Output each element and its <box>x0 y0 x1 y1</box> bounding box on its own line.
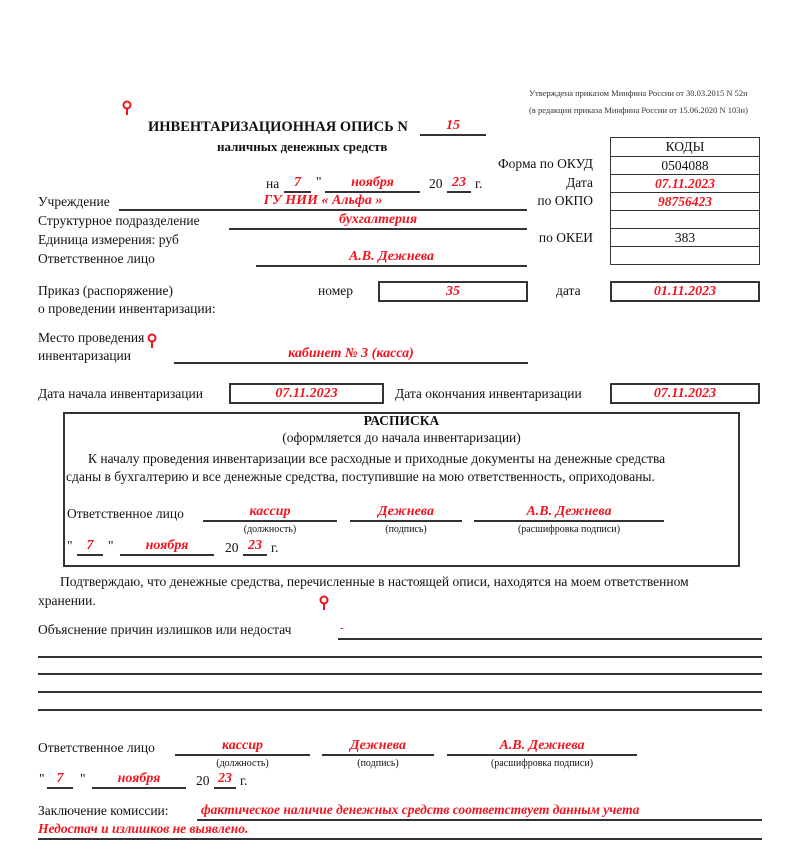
receipt-signature[interactable]: Дежнева <box>350 504 462 522</box>
start-date-field[interactable]: 07.11.2023 <box>229 383 384 404</box>
date-quote: " <box>316 174 322 189</box>
okei-label: по ОКЕИ <box>538 230 593 245</box>
signoff-year-suffix: г. <box>240 773 248 788</box>
okpo-label: по ОКПО <box>537 193 593 208</box>
receipt-date-quote-close: " <box>108 538 114 553</box>
start-date-label: Дата начала инвентаризации <box>38 386 203 401</box>
document-subtitle: наличных денежных средств <box>217 139 388 154</box>
date-month[interactable]: ноября <box>325 175 420 193</box>
explanation-line[interactable] <box>38 691 762 693</box>
date-year[interactable]: 23 <box>447 175 471 193</box>
signoff-signature-caption: (подпись) <box>357 758 399 769</box>
explanation-field[interactable] <box>338 622 762 640</box>
okud-code[interactable]: 0504088 <box>611 156 759 174</box>
signoff-day[interactable]: 7 <box>47 771 73 789</box>
receipt-name-caption: (расшифровка подписи) <box>517 524 621 535</box>
signoff-position-caption: (должность) <box>216 758 269 769</box>
confirmation-text-line2: хранении. <box>38 593 96 608</box>
receipt-text-line1: К началу проведения инвентаризации все расходные и приходные документы на денежные средства <box>88 451 666 466</box>
conclusion-line1: фактическое наличие денежных средств соответствует данным учета <box>201 802 640 817</box>
conclusion-line2-field[interactable] <box>38 821 762 840</box>
date-prefix: на <box>266 176 280 191</box>
blank-code-row[interactable] <box>611 210 759 228</box>
signoff-year[interactable]: 23 <box>214 771 236 789</box>
division-value[interactable]: бухгалтерия <box>229 212 527 230</box>
end-date-label: Дата окончания инвентаризации <box>395 386 582 401</box>
explanation-value: - <box>340 622 344 634</box>
receipt-title: РАСПИСКА <box>363 413 440 428</box>
signoff-century: 20 <box>196 773 210 788</box>
signoff-signature[interactable]: Дежнева <box>322 738 434 756</box>
explanation-line[interactable] <box>38 709 762 711</box>
receipt-day[interactable]: 7 <box>77 538 103 556</box>
signoff-date-quote-close: " <box>80 771 86 786</box>
explanation-line[interactable] <box>38 656 762 658</box>
document-title: ИНВЕНТАРИЗАЦИОННАЯ ОПИСЬ N <box>148 119 408 135</box>
receipt-text-line2: сданы в бухгалтерию и все денежные средства, поступившие на мою ответственность, оприходованы. <box>66 469 655 484</box>
receipt-date-quote-open: " <box>67 538 73 553</box>
date-century: 20 <box>429 176 443 191</box>
receipt-month[interactable]: ноября <box>120 538 214 556</box>
receipt-responsible-label: Ответственное лицо <box>67 506 184 521</box>
institution-value[interactable]: ГУ НИИ « Альфа » <box>119 193 527 211</box>
place-value[interactable]: кабинет № 3 (касса) <box>174 346 528 364</box>
receipt-position-caption: (должность) <box>243 524 297 535</box>
signoff-name-caption: (расшифровка подписи) <box>490 758 594 769</box>
conclusion-line2: Недостач и излишков не выявлено. <box>38 821 249 836</box>
confirmation-text-line1: Подтверждаю, что денежные средства, перечисленные в настоящей описи, находятся на моем ответственном <box>60 574 689 589</box>
signoff-date-quote-open: " <box>39 771 45 786</box>
order-label-line1: Приказ (распоряжение) <box>38 283 174 298</box>
location-pin-icon[interactable] <box>121 100 133 116</box>
unit-label: Единица измерения: руб <box>38 232 179 247</box>
location-pin-icon[interactable] <box>318 595 330 611</box>
responsible-label: Ответственное лицо <box>38 251 155 266</box>
codes-header: КОДЫ <box>665 139 705 154</box>
explanation-label: Объяснение причин излишков или недостач <box>38 622 292 637</box>
okei-code[interactable]: 383 <box>611 228 759 246</box>
division-label: Структурное подразделение <box>38 213 200 228</box>
signoff-responsible-label: Ответственное лицо <box>38 740 155 755</box>
signoff-position[interactable]: кассир <box>175 738 310 756</box>
approval-note-line2: (в редакции приказа Минфина России от 15.06.2020 N 103н) <box>529 105 748 115</box>
receipt-subtitle: (оформляется до начала инвентаризации) <box>282 430 521 445</box>
institution-label: Учреждение <box>38 194 110 209</box>
receipt-year[interactable]: 23 <box>243 538 267 556</box>
place-label-line1: Место проведения <box>38 330 145 345</box>
location-pin-icon[interactable] <box>146 333 158 349</box>
okud-label: Форма по ОКУД <box>497 156 593 171</box>
order-date-field[interactable]: 01.11.2023 <box>610 281 760 302</box>
order-label-line2: о проведении инвентаризации: <box>38 301 216 316</box>
conclusion-label: Заключение комиссии: <box>38 803 169 818</box>
document-number[interactable]: 15 <box>420 118 486 136</box>
end-date-field[interactable]: 07.11.2023 <box>610 383 760 404</box>
receipt-full-name[interactable]: А.В. Дежнева <box>474 504 664 522</box>
approval-note-line1: Утверждена приказом Минфина России от 30.03.2015 N 52н <box>529 88 748 98</box>
order-number-field[interactable]: 35 <box>378 281 528 302</box>
blank-code-row[interactable] <box>611 246 759 264</box>
receipt-signature-caption: (подпись) <box>385 524 427 535</box>
order-number-label: номер <box>318 283 354 298</box>
date-code[interactable]: 07.11.2023 <box>611 174 759 192</box>
place-label-line2: инвентаризации <box>38 348 131 363</box>
signoff-month[interactable]: ноября <box>92 771 186 789</box>
receipt-year-suffix: г. <box>271 540 279 555</box>
conclusion-line1-field[interactable] <box>197 802 762 821</box>
receipt-century: 20 <box>225 540 239 555</box>
receipt-position[interactable]: кассир <box>203 504 337 522</box>
order-date-label: дата <box>556 283 581 298</box>
date-suffix: г. <box>475 176 483 191</box>
okpo-code[interactable]: 98756423 <box>611 192 759 210</box>
explanation-line[interactable] <box>38 673 762 675</box>
date-day[interactable]: 7 <box>284 175 311 193</box>
codes-table <box>610 137 760 265</box>
date-code-label: Дата <box>566 175 593 190</box>
signoff-full-name[interactable]: А.В. Дежнева <box>447 738 637 756</box>
responsible-value[interactable]: А.В. Дежнева <box>256 249 527 267</box>
